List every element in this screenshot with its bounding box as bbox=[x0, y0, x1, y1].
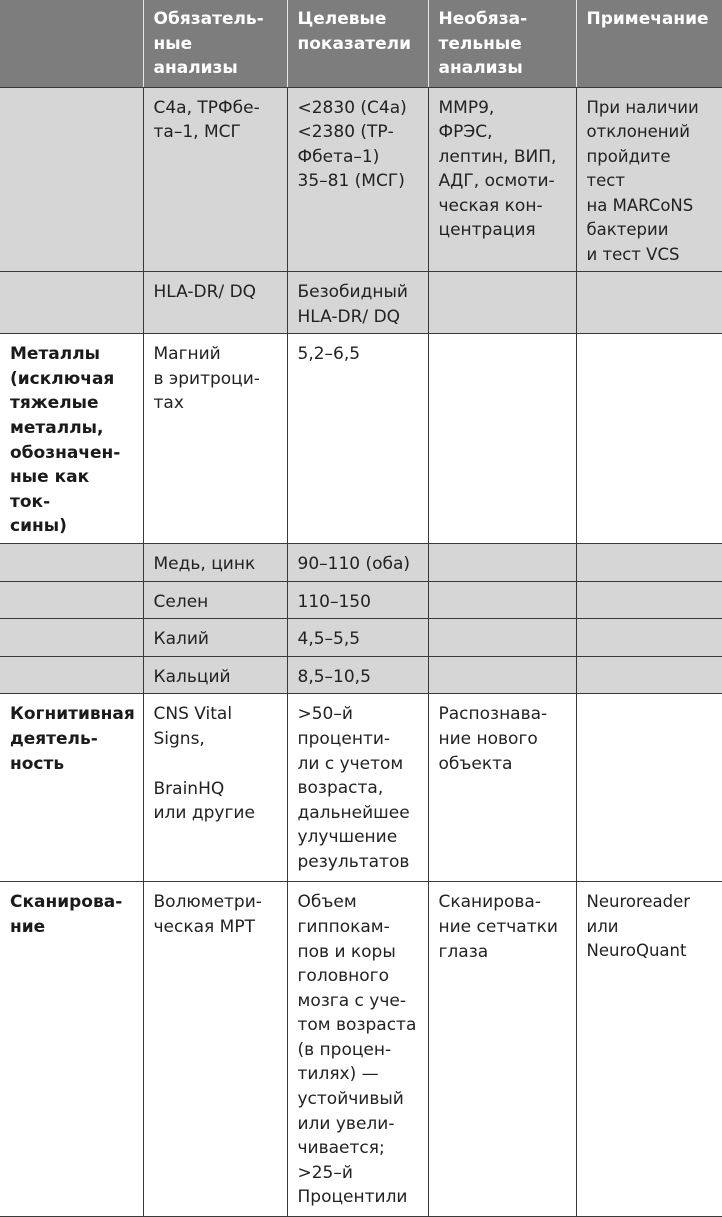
category-cell bbox=[0, 87, 143, 272]
required-cell: Медь, цинк bbox=[143, 543, 287, 581]
required-text-part: BrainHQ или другие bbox=[153, 778, 255, 824]
target-cell: 8,5–10,5 bbox=[287, 656, 428, 694]
required-cell bbox=[143, 694, 287, 882]
optional-cell: Сканирова- ние сетчатки глаза bbox=[428, 882, 576, 1217]
table-row bbox=[0, 87, 722, 272]
optional-cell bbox=[428, 656, 576, 694]
table-row bbox=[0, 619, 722, 657]
table-row bbox=[0, 581, 722, 619]
required-cell: HLA-DR/ DQ bbox=[143, 272, 287, 334]
optional-cell bbox=[428, 581, 576, 619]
header-row bbox=[0, 0, 722, 87]
table-row bbox=[0, 334, 722, 544]
note-cell bbox=[576, 272, 722, 334]
note-cell bbox=[576, 581, 722, 619]
target-cell: Объем гиппокам- пов и коры головного мозга с уче- том возраста (в процен- тилях) — устойчивый или увели- чивается; >25–й Процентили bbox=[287, 882, 428, 1217]
note-cell bbox=[576, 619, 722, 657]
note-cell bbox=[576, 656, 722, 694]
category-cell: Металлы (исключая тяжелые металлы, обозначен- ные как ток- сины) bbox=[0, 334, 143, 544]
required-cell: Волюметри- ческая МРТ bbox=[143, 882, 287, 1217]
target-cell: Безобидный HLA-DR/ DQ bbox=[287, 272, 428, 334]
header-target-values: Целевые показатели bbox=[287, 0, 428, 87]
optional-cell: ММР9, ФРЭС, лептин, ВИП, АДГ, осмоти- ческая кон- центрация bbox=[428, 87, 576, 272]
table-row bbox=[0, 694, 722, 882]
optional-cell bbox=[428, 272, 576, 334]
required-cell: С4а, ТРФбе- та–1, МСГ bbox=[143, 87, 287, 272]
optional-cell bbox=[428, 619, 576, 657]
required-cell: Магний в эритроци- тах bbox=[143, 334, 287, 544]
table-row bbox=[0, 543, 722, 581]
category-cell bbox=[0, 543, 143, 581]
optional-cell bbox=[428, 543, 576, 581]
required-cell: Селен bbox=[143, 581, 287, 619]
header-optional-tests: Необяза- тельные анализы bbox=[428, 0, 576, 87]
target-cell: 4,5–5,5 bbox=[287, 619, 428, 657]
target-cell: <2830 (С4а) <2380 (ТР- Фбета–1) 35–81 (МСГ) bbox=[287, 87, 428, 272]
category-cell bbox=[0, 656, 143, 694]
note-cell: Neuroreader или NeuroQuant bbox=[576, 882, 722, 1217]
target-cell: 5,2–6,5 bbox=[287, 334, 428, 544]
note-cell bbox=[576, 694, 722, 882]
category-cell: Когнитивная деятель- ность bbox=[0, 694, 143, 882]
optional-cell bbox=[428, 334, 576, 544]
required-cell: Кальций bbox=[143, 656, 287, 694]
header-note: Примечание bbox=[576, 0, 722, 87]
note-cell bbox=[576, 334, 722, 544]
header-required-tests: Обязатель- ные анализы bbox=[143, 0, 287, 87]
table-row bbox=[0, 882, 722, 1217]
category-cell bbox=[0, 272, 143, 334]
note-cell bbox=[576, 543, 722, 581]
target-cell: >50–й проценти- ли с учетом возраста, дальнейшее улучшение результатов bbox=[287, 694, 428, 882]
category-cell bbox=[0, 619, 143, 657]
required-text-part: CNS Vital Signs, bbox=[153, 704, 233, 749]
table-row bbox=[0, 272, 722, 334]
header-category bbox=[0, 0, 143, 87]
target-cell: 90–110 (оба) bbox=[287, 543, 428, 581]
target-cell: 110–150 bbox=[287, 581, 428, 619]
table-row bbox=[0, 656, 722, 694]
required-cell: Калий bbox=[143, 619, 287, 657]
category-cell bbox=[0, 581, 143, 619]
category-cell: Сканирова- ние bbox=[0, 882, 143, 1217]
note-cell: При наличии отклонений пройдите тест на MARCoNS бактерии и тест VCS bbox=[576, 87, 722, 272]
optional-cell: Распознава- ние нового объекта bbox=[428, 694, 576, 882]
